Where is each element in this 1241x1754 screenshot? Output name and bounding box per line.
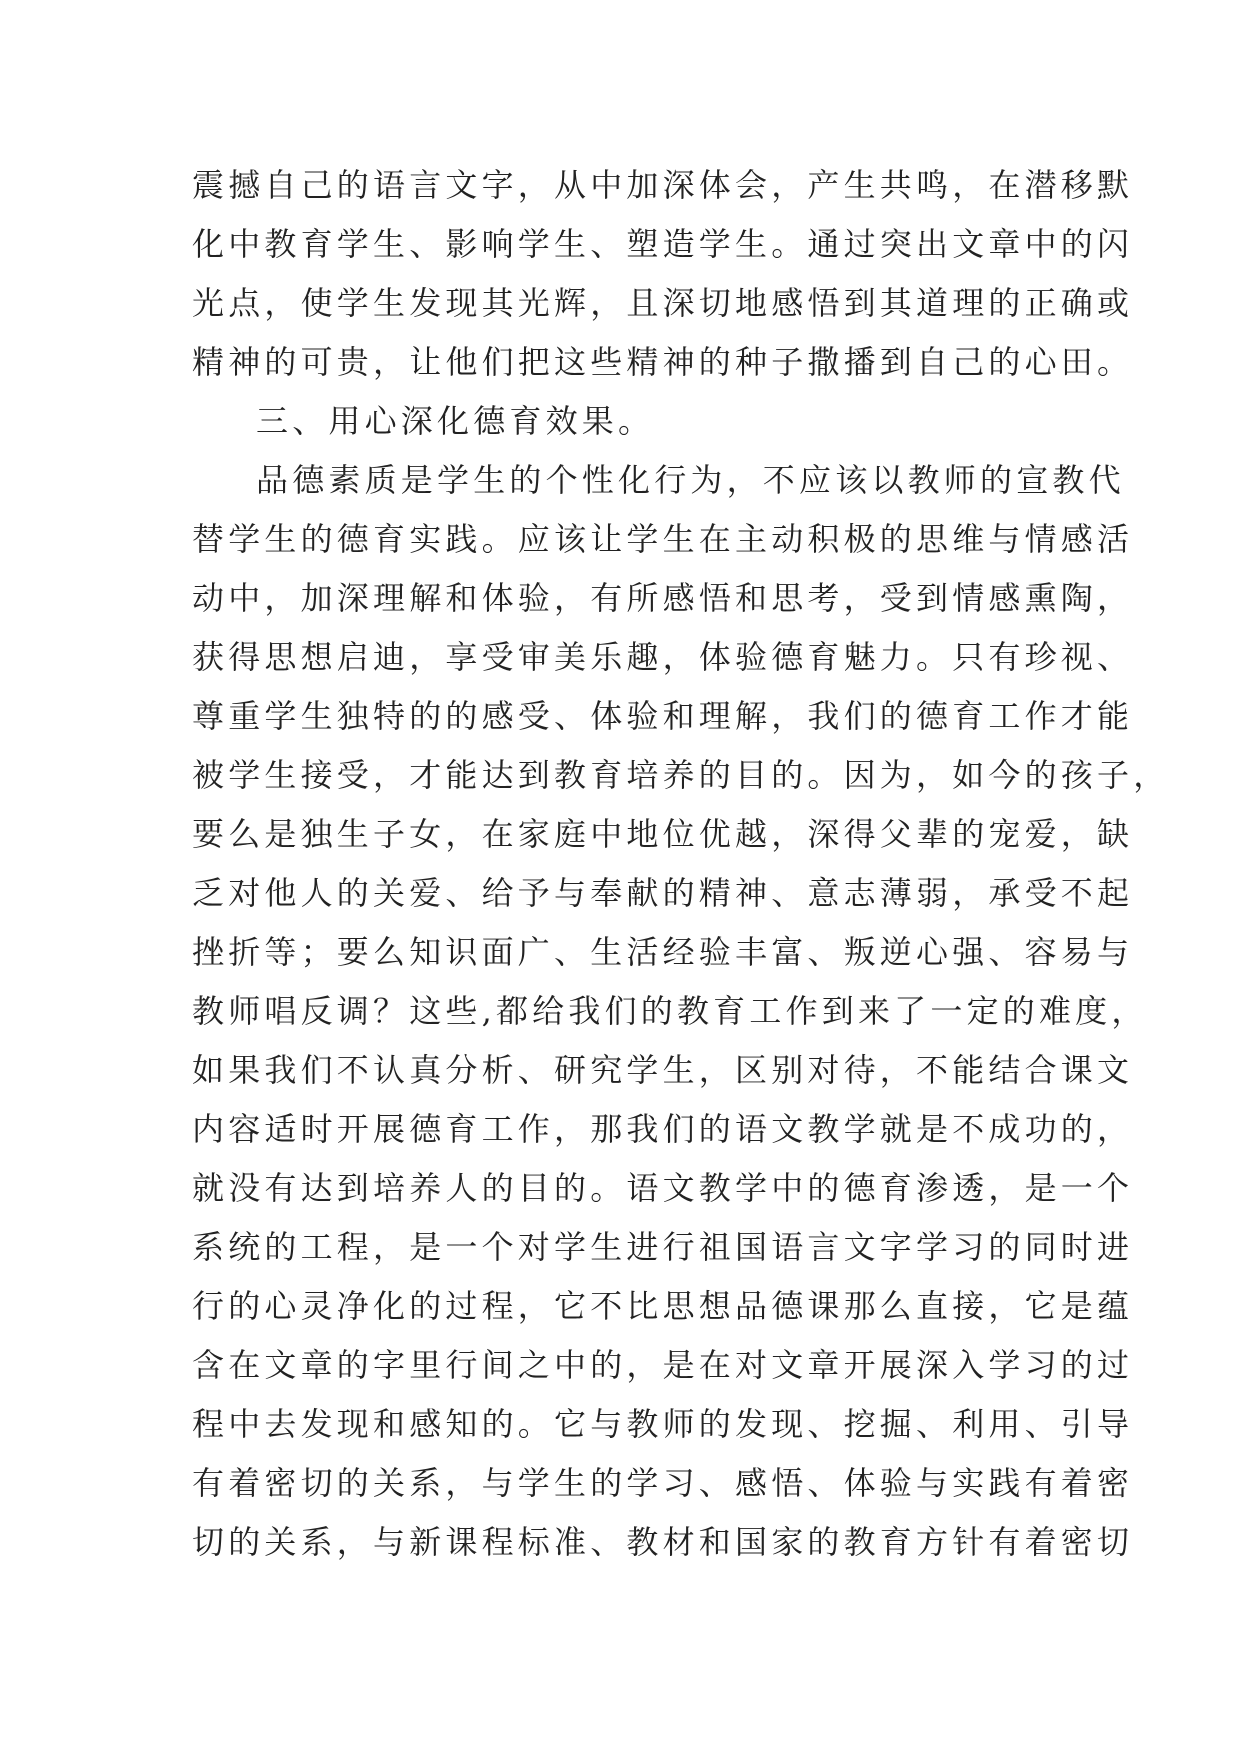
text-line: 挫折等；要么知识面广、生活经验丰富、叛逆心强、容易与	[192, 933, 1134, 971]
text-line: 尊重学生独特的的感受、体验和理解，我们的德育工作才能	[192, 697, 1134, 735]
text-line: 含在文章的字里行间之中的，是在对文章开展深入学习的过	[192, 1346, 1134, 1384]
text-line: 动中，加深理解和体验，有所感悟和思考，受到情感熏陶，	[192, 579, 1134, 617]
text-line: 有着密切的关系，与学生的学习、感悟、体验与实践有着密	[192, 1464, 1134, 1502]
text-line: 品德素质是学生的个性化行为，不应该以教师的宣教代	[256, 461, 1125, 499]
text-line: 乏对他人的关爱、给予与奉献的精神、意志薄弱，承受不起	[192, 874, 1134, 912]
text-line: 程中去发现和感知的。它与教师的发现、挖掘、利用、引导	[192, 1405, 1134, 1443]
text-line: 精神的可贵，让他们把这些精神的种子撒播到自己的心田。	[192, 343, 1134, 381]
text-line: 切的关系，与新课程标准、教材和国家的教育方针有着密切	[192, 1523, 1134, 1561]
text-line: 系统的工程，是一个对学生进行祖国语言文字学习的同时进	[192, 1228, 1134, 1266]
text-line: 震撼自己的语言文字，从中加深体会，产生共鸣，在潜移默	[192, 166, 1134, 204]
text-line: 内容适时开展德育工作，那我们的语文教学就是不成功的，	[192, 1110, 1134, 1148]
text-line: 化中教育学生、影响学生、塑造学生。通过突出文章中的闪	[192, 225, 1134, 263]
text-line: 如果我们不认真分析、研究学生，区别对待，不能结合课文	[192, 1051, 1134, 1089]
text-line: 获得思想启迪，享受审美乐趣，体验德育魅力。只有珍视、	[192, 638, 1134, 676]
text-line: 要么是独生子女，在家庭中地位优越，深得父辈的宠爱，缺	[192, 815, 1134, 853]
text-line: 教师唱反调？这些,都给我们的教育工作到来了一定的难度，	[192, 992, 1148, 1030]
text-line: 被学生接受，才能达到教育培养的目的。因为，如今的孩子，	[192, 756, 1170, 794]
text-line: 行的心灵净化的过程，它不比思想品德课那么直接，它是蕴	[192, 1287, 1134, 1325]
text-line: 就没有达到培养人的目的。语文教学中的德育渗透，是一个	[192, 1169, 1134, 1207]
section-heading: 三、用心深化德育效果。	[256, 402, 655, 440]
body-text	[192, 156, 1170, 1572]
text-line: 光点，使学生发现其光辉，且深切地感悟到其道理的正确或	[192, 284, 1134, 322]
text-line: 替学生的德育实践。应该让学生在主动积极的思维与情感活	[192, 520, 1134, 558]
